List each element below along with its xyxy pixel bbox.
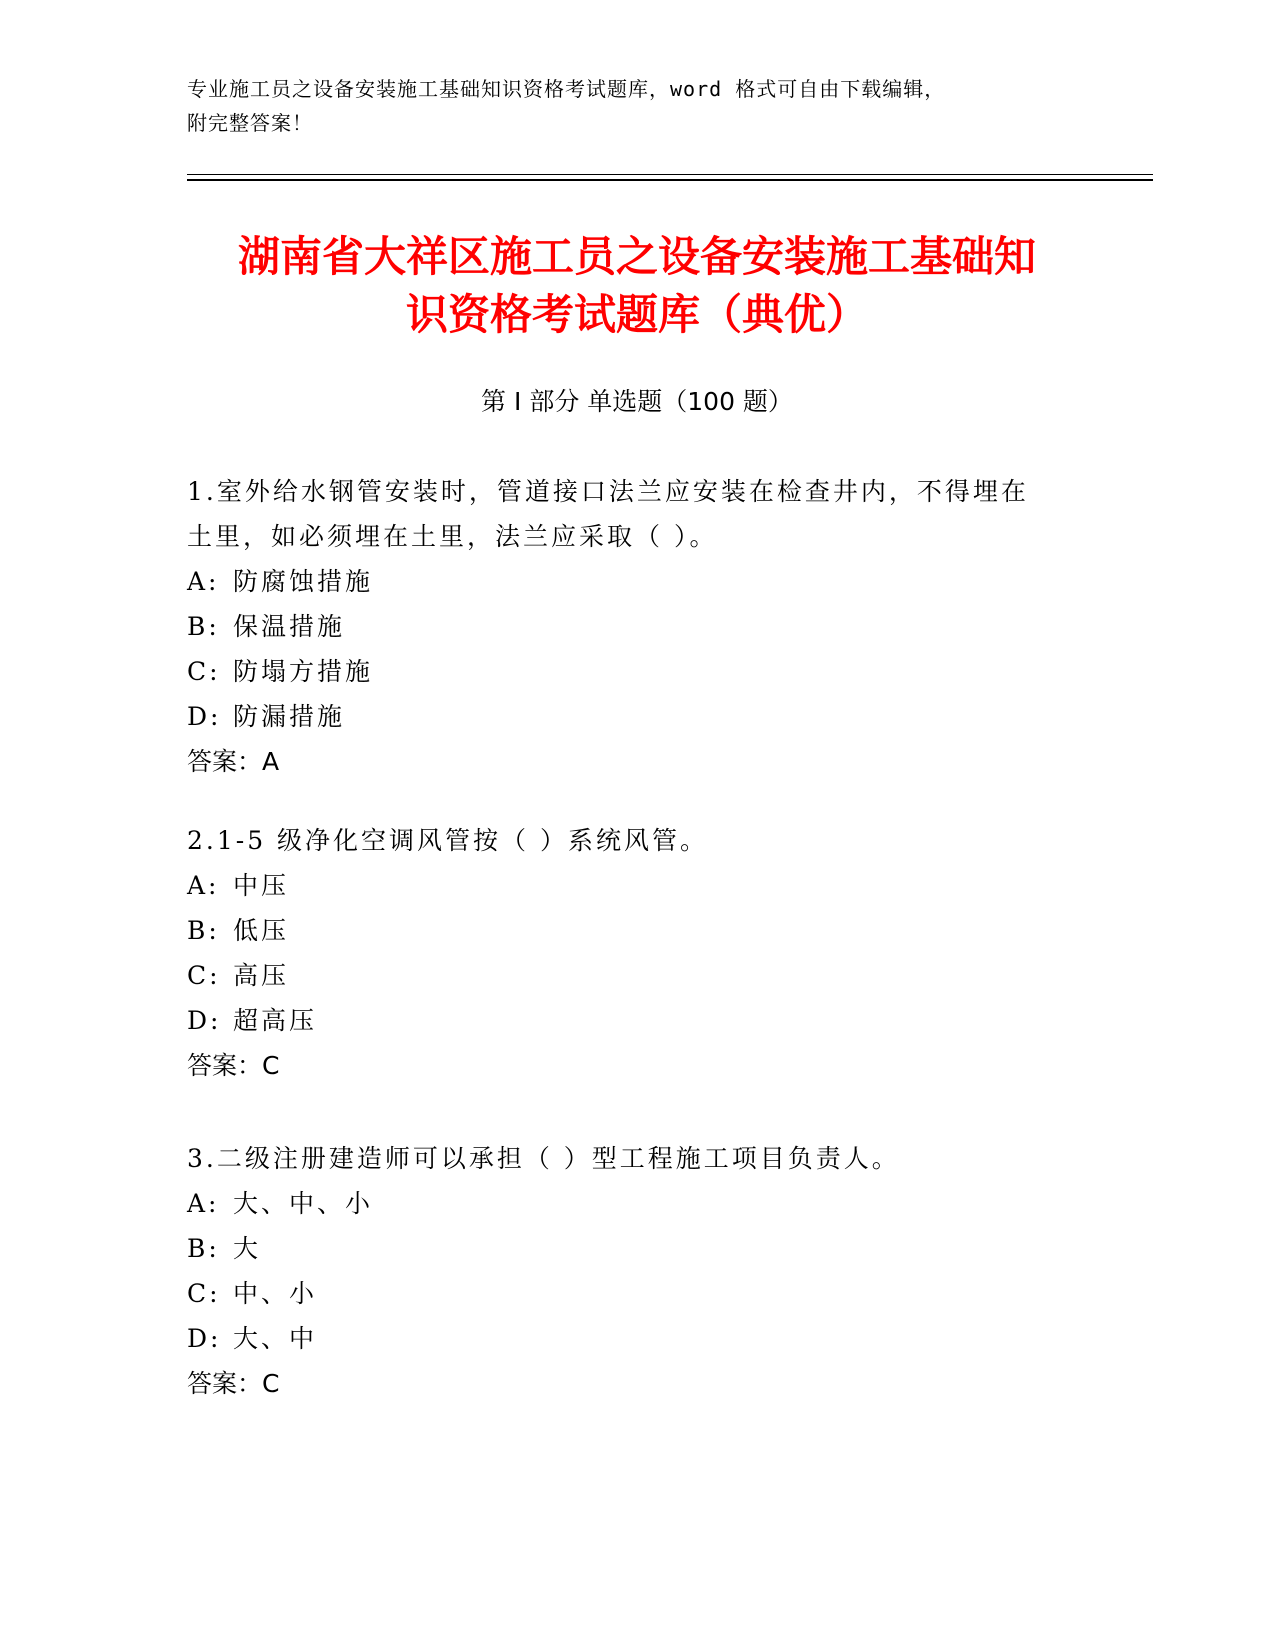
- option-text: 高压: [233, 961, 290, 990]
- option-letter: B:: [187, 612, 220, 641]
- option-text: 大、中、小: [233, 1189, 374, 1218]
- answer-line: 答案：A: [187, 747, 280, 776]
- answer-line: 答案：C: [187, 1051, 280, 1080]
- option-c: [187, 649, 1067, 694]
- option-letter: C:: [187, 961, 221, 990]
- option-c: [187, 953, 1067, 998]
- option-d: [187, 998, 1067, 1043]
- document-title-line1: 湖南省大祥区施工员之设备安装施工基础知: [237, 232, 1036, 281]
- option-text: 保温措施: [233, 612, 346, 641]
- option-letter: D:: [187, 1006, 222, 1035]
- option-a: [187, 1181, 1067, 1226]
- option-text: 大: [233, 1234, 262, 1263]
- header-note-line2: 附完整答案！: [187, 111, 313, 135]
- option-b: [187, 604, 1067, 649]
- header-rule-thick: [187, 179, 1153, 181]
- question-2: [187, 818, 1067, 1089]
- document-title: [187, 228, 1087, 344]
- option-text: 防塌方措施: [233, 657, 374, 686]
- option-letter: C:: [187, 657, 221, 686]
- option-text: 防漏措施: [233, 702, 346, 731]
- option-d: [187, 694, 1067, 739]
- question-stem: 1.室外给水钢管安装时，管道接口法兰应安装在检查井内，不得埋在: [187, 477, 1029, 506]
- option-text: 超高压: [233, 1006, 318, 1035]
- option-letter: C:: [187, 1279, 221, 1308]
- option-letter: A:: [187, 871, 220, 900]
- option-d: [187, 1316, 1067, 1361]
- question-1: [187, 469, 1067, 785]
- option-b: [187, 908, 1067, 953]
- option-text: 低压: [233, 916, 290, 945]
- header-note: [187, 72, 1067, 140]
- header-note-line1: 专业施工员之设备安装施工基础知识资格考试题库，word 格式可自由下载编辑，: [187, 77, 946, 101]
- option-letter: A:: [187, 567, 220, 596]
- option-text: 大、中: [233, 1324, 318, 1353]
- option-a: [187, 863, 1067, 908]
- option-text: 防腐蚀措施: [233, 567, 374, 596]
- question-stem-continued: 土里，如必须埋在土里，法兰应采取（ ）。: [187, 522, 718, 551]
- option-letter: D:: [187, 702, 222, 731]
- option-letter: B:: [187, 916, 220, 945]
- option-a: [187, 559, 1067, 604]
- option-letter: A:: [187, 1189, 220, 1218]
- section-heading: 第 I 部分 单选题（100 题）: [481, 387, 793, 416]
- document-title-line2: 识资格考试题库（典优）: [405, 290, 868, 339]
- header-rule-thin: [187, 174, 1153, 175]
- question-stem: 2.1-5 级净化空调风管按（ ）系统风管。: [187, 826, 709, 855]
- option-letter: D:: [187, 1324, 222, 1353]
- option-c: [187, 1271, 1067, 1316]
- question-stem: 3.二级注册建造师可以承担（ ）型工程施工项目负责人。: [187, 1144, 900, 1173]
- option-text: 中压: [233, 871, 290, 900]
- option-text: 中、小: [233, 1279, 318, 1308]
- option-letter: B:: [187, 1234, 220, 1263]
- option-b: [187, 1226, 1067, 1271]
- question-3: [187, 1136, 1067, 1407]
- answer-line: 答案：C: [187, 1369, 280, 1398]
